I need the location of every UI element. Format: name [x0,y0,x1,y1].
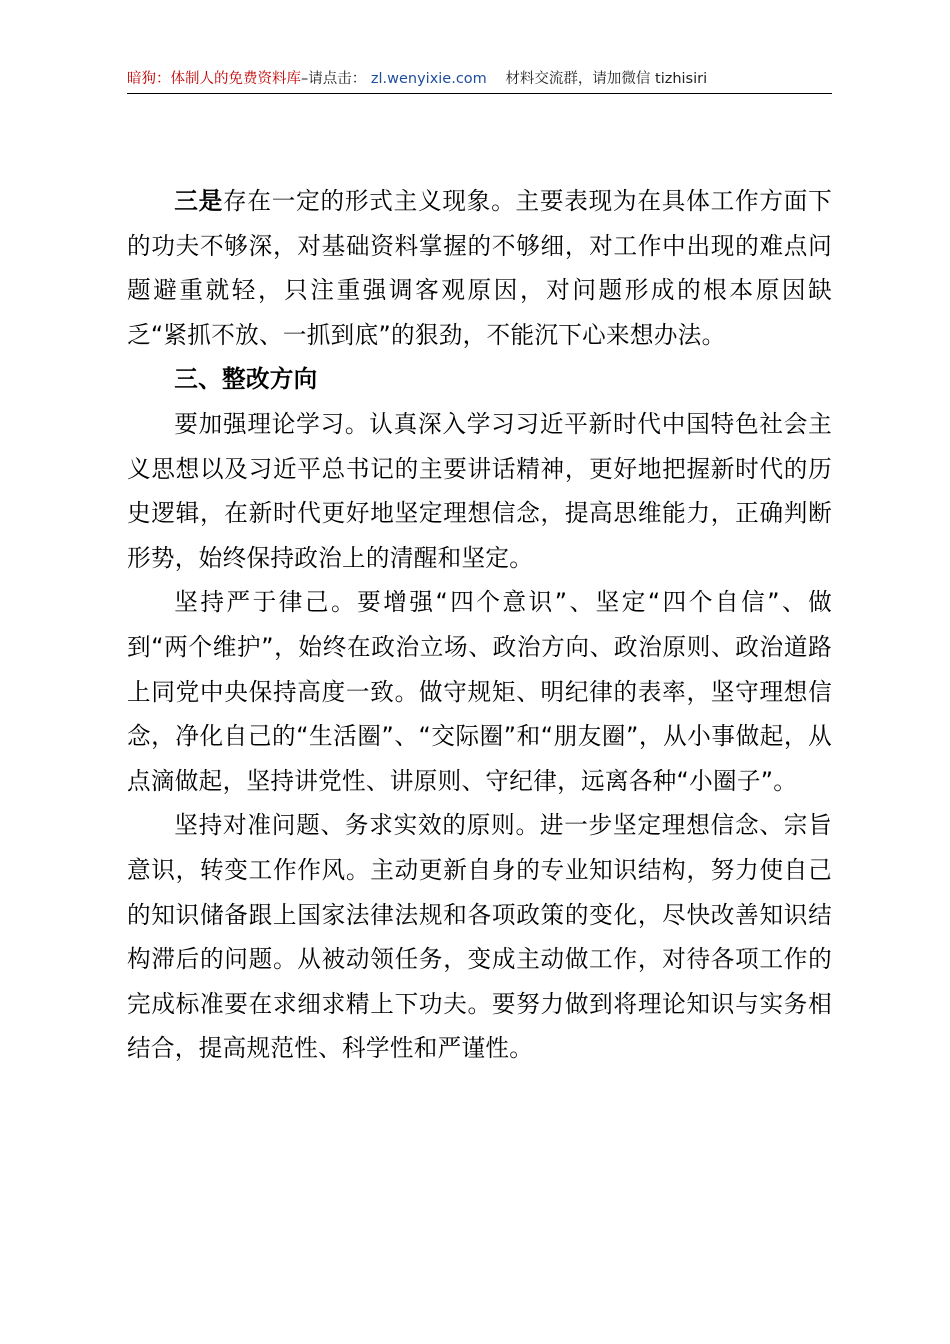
header-site-name: 暗狗：体制人的免费资料库 [127,71,301,87]
paragraph-problem-oriented: 坚持对准问题、务求实效的原则。进一步坚定理想信念、宗旨意识，转变工作作风。主动更新自身的专业知识结构，努力使自己的知识储备跟上国家法律法规和各项政策的变化，尽快改善知识结构滞后的问题。从被动领任务，变成主动做工作，对待各项工作的完成标准要在求细求精上下功夫。要努力做到将理论知识与实务相结合，提高规范性、科学性和严谨性。 [127,811,832,1063]
paragraph-text: 存在一定的形式主义现象。主要表现为在具体工作方面下的功夫不够深，对基础资料掌握的不够细，对工作中出现的难点问题避重就轻，只注重强调客观原因，对问题形成的根本原因缺乏“紧抓不放、一抓到底”的狠劲，不能沉下心来想办法。 [127,187,832,349]
header-contact-note: 材料交流群，请加微信 tizhisiri [505,71,708,87]
paragraph-lead-bold: 三是 [174,187,223,215]
paragraph-self-discipline: 坚持严于律己。要增强“四个意识”、坚定“四个自信”、做到“两个维护”，始终在政治立场、政治方向、政治原则、政治道路上同党中央保持高度一致。做守规矩、明纪律的表率，坚守理想信念，净化自己的“生活圈”、“交际圈”和“朋友圈”，从小事做起，从点滴做起，坚持讲党性、讲原则、守纪律，远离各种“小圈子”。 [127,588,832,795]
paragraph-theory-study: 要加强理论学习。认真深入学习习近平新时代中国特色社会主义思想以及习近平总书记的主要讲话精神，更好地把握新时代的历史逻辑，在新时代更好地坚定理想信念，提高思维能力，正确判断形势，始终保持政治上的清醒和坚定。 [127,409,832,572]
header-divider [127,93,832,94]
header-click-prompt: –请点击： [301,71,367,87]
header-url-link[interactable]: zl.wenyixie.com [370,71,487,87]
page-header [127,68,832,90]
paragraph-formalism [127,179,832,357]
section-heading: 三、整改方向 [174,365,318,394]
document-body [127,179,832,1071]
